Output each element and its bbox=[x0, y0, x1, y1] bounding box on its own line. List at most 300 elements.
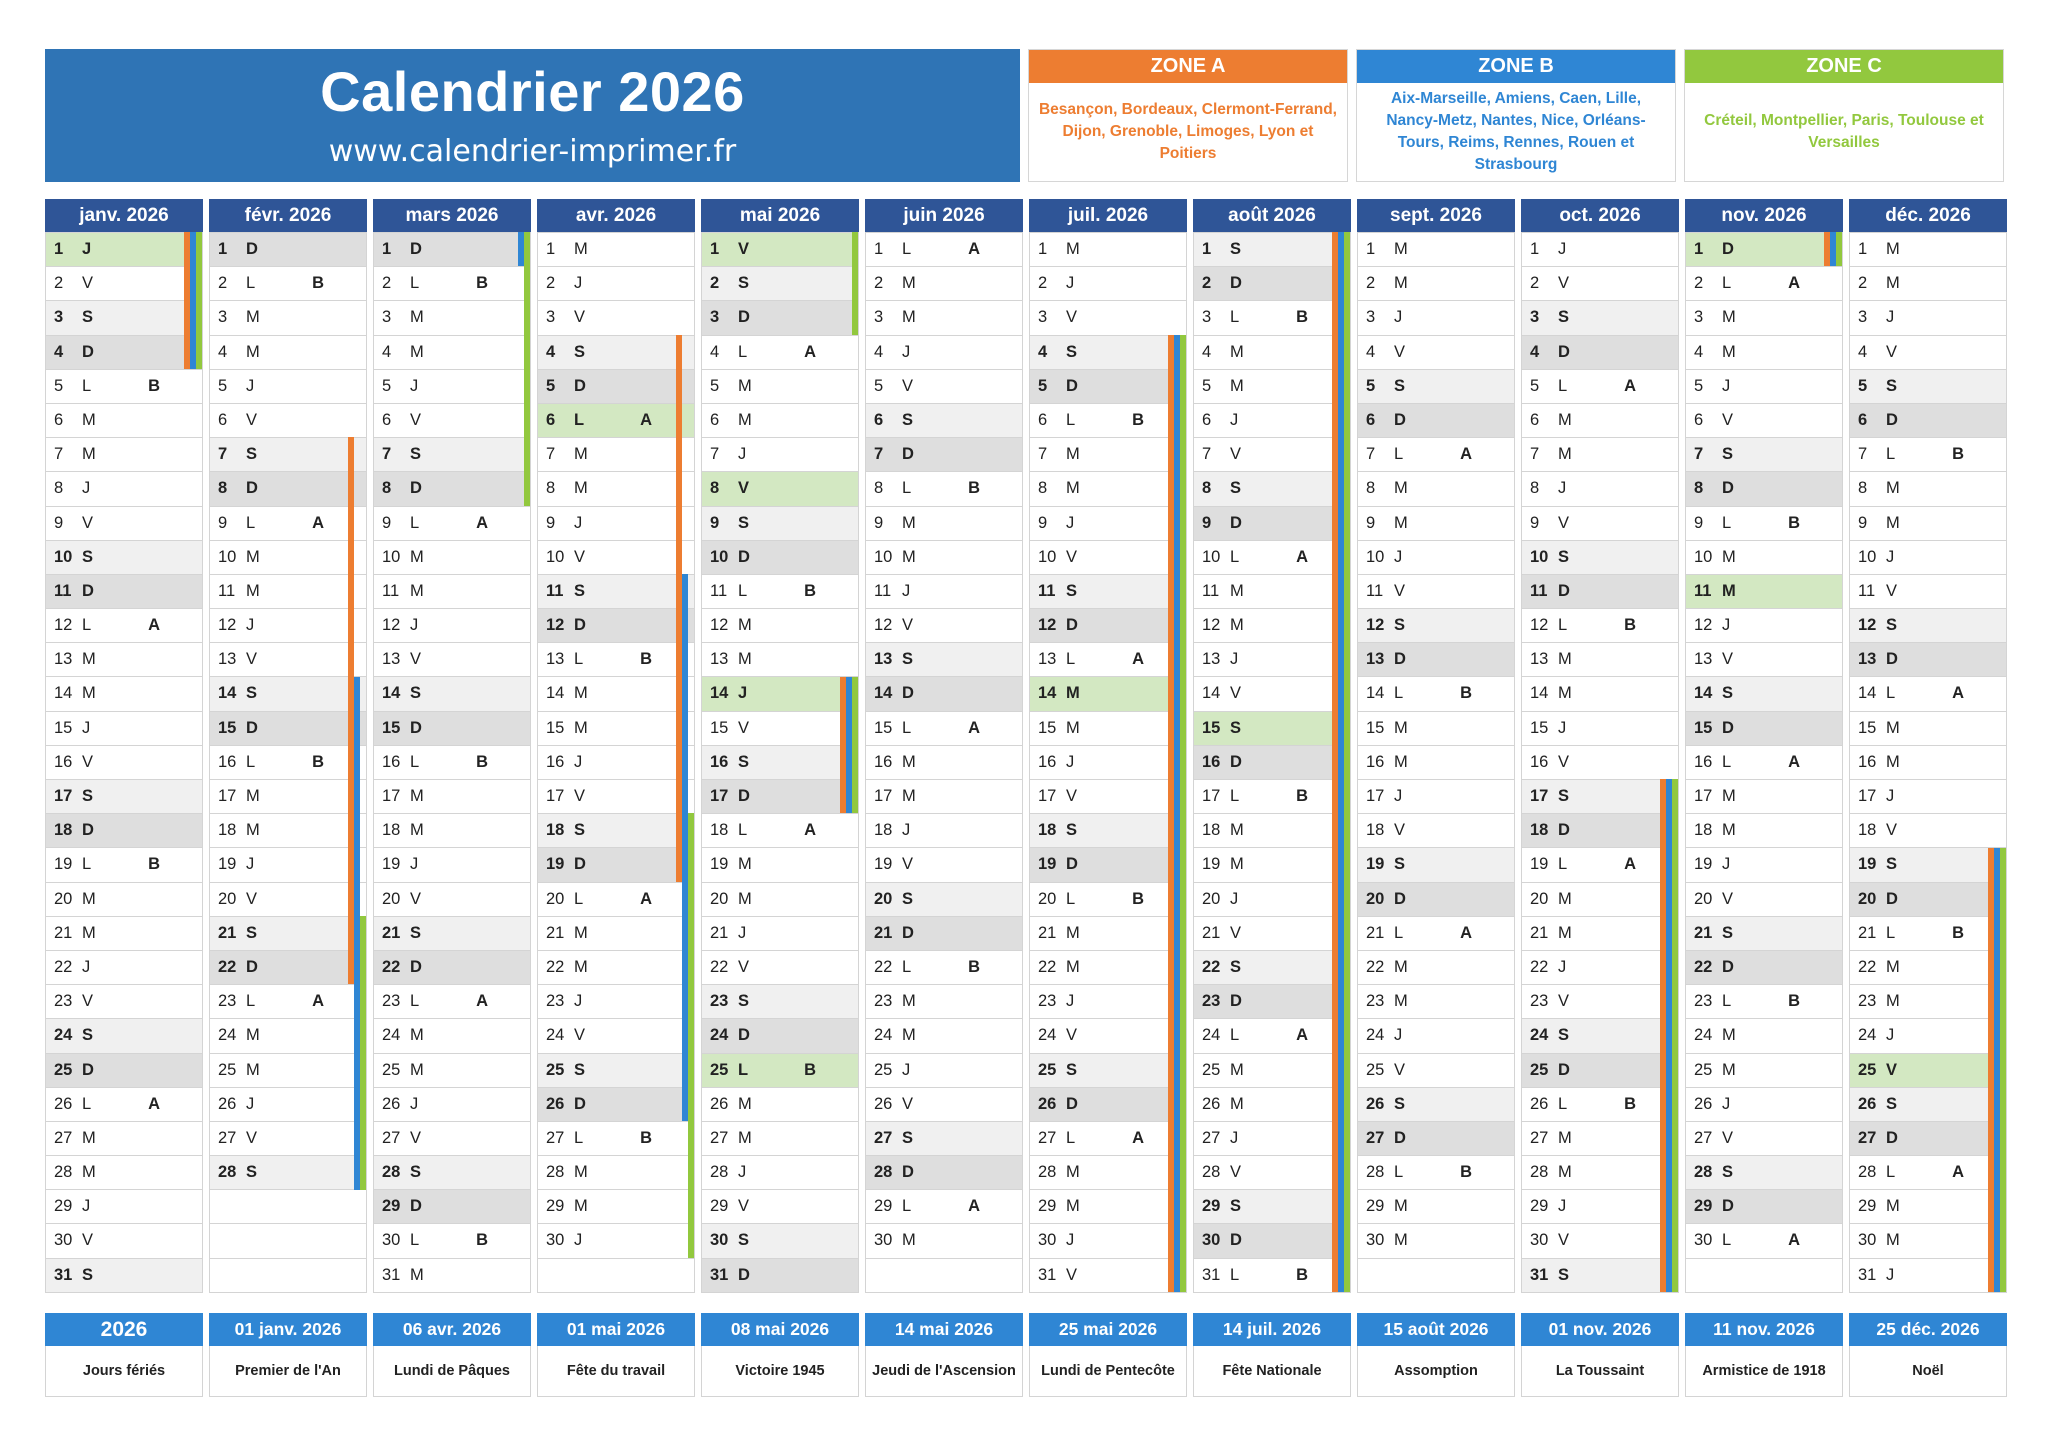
holiday-cell bbox=[1193, 1313, 1351, 1398]
day-cell bbox=[46, 403, 202, 437]
vacation-bar-zone-c bbox=[196, 232, 202, 369]
day-cell bbox=[1522, 1121, 1678, 1155]
day-cell bbox=[702, 403, 858, 437]
day-cell bbox=[1194, 711, 1350, 745]
day-number: 16 bbox=[874, 752, 893, 771]
weekday-letter: M bbox=[902, 1231, 916, 1250]
weekday-letter: M bbox=[1394, 240, 1408, 258]
month-column bbox=[701, 199, 859, 1293]
weekday-letter: V bbox=[1394, 1060, 1406, 1079]
month-column bbox=[865, 199, 1023, 1293]
week-zone-letter: B bbox=[148, 376, 160, 395]
day-number: 29 bbox=[1858, 1197, 1877, 1216]
day-number: 30 bbox=[710, 1231, 729, 1250]
day-cell bbox=[1850, 916, 2006, 950]
weekday-letter: D bbox=[246, 479, 258, 498]
day-cell bbox=[1850, 300, 2006, 334]
day-number: 5 bbox=[546, 376, 556, 395]
day-cell bbox=[538, 506, 694, 540]
day-cell bbox=[46, 1223, 202, 1257]
month-header: juin 2026 bbox=[865, 199, 1023, 232]
month-days bbox=[1193, 232, 1351, 1293]
day-number: 8 bbox=[1202, 479, 1212, 498]
day-number: 27 bbox=[1202, 1128, 1221, 1147]
weekday-letter: L bbox=[410, 274, 420, 293]
day-cell bbox=[1522, 779, 1678, 813]
day-cell bbox=[46, 437, 202, 471]
day-cell bbox=[1850, 847, 2006, 881]
weekday-letter: J bbox=[902, 342, 911, 361]
day-number: 19 bbox=[382, 855, 401, 874]
day-number: 15 bbox=[1858, 718, 1877, 737]
weekday-letter: D bbox=[902, 684, 914, 703]
day-number: 11 bbox=[1366, 581, 1384, 600]
day-cell bbox=[866, 1053, 1022, 1087]
day-cell bbox=[866, 266, 1022, 300]
week-zone-letter: B bbox=[1132, 410, 1144, 429]
day-cell bbox=[702, 1223, 858, 1257]
weekday-letter: V bbox=[410, 650, 422, 669]
zone-a-cities: Besançon, Bordeaux, Clermont-Ferrand, Dijon, Grenoble, Limoges, Lyon et Poitiers bbox=[1038, 101, 1337, 162]
day-number: 1 bbox=[710, 240, 720, 258]
holiday-name: Premier de l'An bbox=[209, 1346, 367, 1397]
weekday-letter: D bbox=[1722, 240, 1734, 258]
day-number: 20 bbox=[382, 889, 401, 908]
weekday-letter: V bbox=[738, 240, 750, 258]
weekday-letter: J bbox=[1230, 650, 1239, 669]
day-number: 22 bbox=[1694, 957, 1713, 976]
weekday-letter: S bbox=[1066, 1060, 1078, 1079]
day-cell bbox=[1358, 1155, 1514, 1189]
zone-c-cities: Créteil, Montpellier, Paris, Toulouse et Versailles bbox=[1704, 112, 1984, 151]
day-cell bbox=[1686, 642, 1842, 676]
holiday-date: 25 déc. 2026 bbox=[1849, 1313, 2007, 1346]
holiday-name: Victoire 1945 bbox=[701, 1346, 859, 1397]
day-cell bbox=[1850, 1087, 2006, 1121]
week-zone-letter: A bbox=[1788, 274, 1800, 293]
month-header: mars 2026 bbox=[373, 199, 531, 232]
day-cell bbox=[46, 369, 202, 403]
weekday-letter: S bbox=[410, 1163, 422, 1182]
day-number: 29 bbox=[1694, 1197, 1713, 1216]
day-number: 20 bbox=[546, 889, 565, 908]
day-cell bbox=[1522, 608, 1678, 642]
month-days bbox=[1849, 232, 2007, 1293]
weekday-letter: V bbox=[1394, 342, 1406, 361]
weekday-letter: M bbox=[82, 684, 96, 703]
weekday-letter: V bbox=[82, 992, 94, 1011]
day-number: 13 bbox=[710, 650, 729, 669]
day-cell bbox=[866, 369, 1022, 403]
day-cell bbox=[866, 335, 1022, 369]
day-cell bbox=[210, 950, 366, 984]
weekday-letter: L bbox=[902, 240, 912, 258]
weekday-letter: L bbox=[1066, 1128, 1076, 1147]
holiday-date: 11 nov. 2026 bbox=[1685, 1313, 1843, 1346]
day-cell bbox=[1522, 232, 1678, 266]
day-number: 20 bbox=[1530, 889, 1549, 908]
day-cell bbox=[1194, 437, 1350, 471]
day-number: 10 bbox=[874, 547, 893, 566]
day-cell bbox=[1522, 711, 1678, 745]
day-cell bbox=[702, 232, 858, 266]
day-number: 26 bbox=[218, 1094, 237, 1113]
weekday-letter: J bbox=[1066, 513, 1075, 532]
zone-a-box bbox=[1028, 49, 1348, 182]
month-days bbox=[1521, 232, 1679, 1293]
weekday-letter: S bbox=[246, 1163, 258, 1182]
weekday-letter: M bbox=[246, 787, 260, 805]
day-cell bbox=[538, 711, 694, 745]
day-number: 21 bbox=[1530, 923, 1549, 942]
week-zone-letter: A bbox=[1624, 376, 1636, 395]
weekday-letter: L bbox=[246, 752, 256, 771]
weekday-letter: S bbox=[1558, 1265, 1570, 1284]
day-cell bbox=[374, 574, 530, 608]
day-cell bbox=[1030, 676, 1186, 710]
day-number: 20 bbox=[1038, 889, 1057, 908]
weekday-letter: S bbox=[82, 308, 94, 327]
day-number: 23 bbox=[1858, 992, 1877, 1011]
weekday-letter: L bbox=[738, 581, 748, 600]
day-number: 11 bbox=[1038, 581, 1056, 600]
day-number: 4 bbox=[1038, 342, 1048, 361]
day-cell bbox=[46, 813, 202, 847]
day-number: 7 bbox=[874, 445, 884, 464]
day-cell bbox=[1850, 574, 2006, 608]
day-cell bbox=[1686, 335, 1842, 369]
day-number: 19 bbox=[1038, 855, 1057, 874]
day-cell bbox=[866, 847, 1022, 881]
day-number: 1 bbox=[218, 240, 228, 258]
day-number: 14 bbox=[1858, 684, 1877, 703]
day-cell bbox=[1686, 676, 1842, 710]
weekday-letter: L bbox=[82, 855, 92, 874]
week-zone-letter: A bbox=[968, 240, 980, 258]
month-column bbox=[1849, 199, 2007, 1293]
weekday-letter: M bbox=[902, 513, 916, 532]
day-number: 19 bbox=[54, 855, 73, 874]
week-zone-letter: B bbox=[1624, 616, 1636, 635]
weekday-letter: D bbox=[410, 718, 422, 737]
weekday-letter: V bbox=[1394, 581, 1406, 600]
weekday-letter: V bbox=[1066, 547, 1078, 566]
weekday-letter: D bbox=[1722, 957, 1734, 976]
weekday-letter: S bbox=[738, 274, 750, 293]
week-zone-letter: B bbox=[1460, 1163, 1472, 1182]
weekday-letter: M bbox=[1230, 616, 1244, 635]
weekday-letter: S bbox=[1394, 1094, 1406, 1113]
day-number: 10 bbox=[546, 547, 565, 566]
day-number: 5 bbox=[382, 376, 392, 395]
weekday-letter: J bbox=[1722, 616, 1731, 635]
day-number: 14 bbox=[1366, 684, 1385, 703]
day-cell bbox=[866, 471, 1022, 505]
day-number: 14 bbox=[1530, 684, 1549, 703]
day-cell bbox=[702, 335, 858, 369]
day-number: 13 bbox=[1858, 650, 1877, 669]
weekday-letter: V bbox=[82, 513, 94, 532]
month-days bbox=[537, 232, 695, 1293]
vacation-bar-zone-c bbox=[1180, 335, 1186, 1293]
day-cell bbox=[866, 642, 1022, 676]
day-number: 9 bbox=[710, 513, 720, 532]
holiday-date: 15 août 2026 bbox=[1357, 1313, 1515, 1346]
day-number: 30 bbox=[1694, 1231, 1713, 1250]
weekday-letter: V bbox=[1886, 342, 1898, 361]
weekday-letter: S bbox=[1230, 1197, 1242, 1216]
day-cell bbox=[1030, 882, 1186, 916]
weekday-letter: J bbox=[1394, 308, 1403, 327]
day-cell bbox=[46, 1258, 202, 1292]
day-number: 16 bbox=[1202, 752, 1221, 771]
weekday-letter: M bbox=[1886, 274, 1900, 293]
weekday-letter: J bbox=[1886, 547, 1895, 566]
day-number: 29 bbox=[546, 1197, 565, 1216]
weekday-letter: V bbox=[1230, 684, 1242, 703]
week-zone-letter: A bbox=[1952, 684, 1964, 703]
day-number: 22 bbox=[1202, 957, 1221, 976]
day-cell bbox=[538, 540, 694, 574]
weekday-letter: L bbox=[1230, 1026, 1240, 1045]
weekday-letter: M bbox=[1066, 718, 1080, 737]
weekday-letter: M bbox=[1886, 752, 1900, 771]
weekday-letter: M bbox=[1066, 684, 1080, 703]
day-cell bbox=[1686, 437, 1842, 471]
weekday-letter: V bbox=[1722, 650, 1734, 669]
weekday-letter: M bbox=[1722, 1060, 1736, 1079]
weekday-letter: S bbox=[1558, 1026, 1570, 1045]
day-number: 14 bbox=[1694, 684, 1713, 703]
day-cell bbox=[1522, 437, 1678, 471]
day-number: 8 bbox=[710, 479, 720, 498]
weekday-letter: D bbox=[82, 342, 94, 361]
day-cell bbox=[374, 232, 530, 266]
day-cell bbox=[374, 1018, 530, 1052]
holiday-name: Fête Nationale bbox=[1193, 1346, 1351, 1397]
day-number: 18 bbox=[1366, 821, 1385, 840]
day-number: 25 bbox=[1530, 1060, 1549, 1079]
day-number: 28 bbox=[1858, 1163, 1877, 1182]
day-cell bbox=[1030, 1053, 1186, 1087]
weekday-letter: J bbox=[738, 684, 748, 703]
day-cell bbox=[1686, 711, 1842, 745]
weekday-letter: V bbox=[410, 1128, 422, 1147]
weekday-letter: V bbox=[1558, 752, 1570, 771]
day-cell bbox=[702, 1018, 858, 1052]
day-number: 30 bbox=[54, 1231, 73, 1250]
weekday-letter: M bbox=[410, 1265, 424, 1284]
weekday-letter: J bbox=[902, 821, 911, 840]
day-number: 13 bbox=[218, 650, 237, 669]
weekday-letter: V bbox=[574, 787, 586, 805]
day-cell bbox=[1358, 1087, 1514, 1121]
calendar-header bbox=[45, 49, 1020, 182]
day-number: 4 bbox=[546, 342, 556, 361]
day-number: 10 bbox=[1038, 547, 1057, 566]
weekday-letter: L bbox=[1886, 923, 1896, 942]
day-cell bbox=[1030, 1223, 1186, 1257]
day-number: 23 bbox=[1530, 992, 1549, 1011]
month-header: févr. 2026 bbox=[209, 199, 367, 232]
weekday-letter: J bbox=[1886, 308, 1895, 327]
week-zone-letter: B bbox=[804, 581, 816, 600]
weekday-letter: V bbox=[1886, 581, 1898, 600]
day-cell bbox=[1358, 506, 1514, 540]
day-cell bbox=[1358, 813, 1514, 847]
day-cell bbox=[210, 1121, 366, 1155]
day-cell bbox=[1194, 1189, 1350, 1223]
weekday-letter: J bbox=[1394, 547, 1403, 566]
day-cell bbox=[210, 471, 366, 505]
weekday-letter: S bbox=[1722, 684, 1734, 703]
day-cell bbox=[1194, 540, 1350, 574]
weekday-letter: J bbox=[1886, 787, 1895, 805]
day-number: 3 bbox=[218, 308, 228, 327]
weekday-letter: V bbox=[246, 1128, 258, 1147]
day-cell bbox=[1850, 506, 2006, 540]
day-number: 20 bbox=[874, 889, 893, 908]
day-number: 17 bbox=[1366, 787, 1385, 805]
day-cell bbox=[866, 745, 1022, 779]
day-cell bbox=[1686, 882, 1842, 916]
day-cell bbox=[702, 779, 858, 813]
month-days bbox=[1685, 232, 1843, 1293]
day-cell bbox=[374, 471, 530, 505]
weekday-letter: M bbox=[410, 342, 424, 361]
day-number: 7 bbox=[546, 445, 556, 464]
holiday-name: Assomption bbox=[1357, 1346, 1515, 1397]
day-cell bbox=[538, 1121, 694, 1155]
week-zone-letter: A bbox=[968, 1197, 980, 1216]
weekday-letter: M bbox=[1886, 718, 1900, 737]
day-cell bbox=[1850, 676, 2006, 710]
holiday-cell bbox=[1357, 1313, 1515, 1398]
day-cell bbox=[1522, 369, 1678, 403]
day-number: 28 bbox=[1366, 1163, 1385, 1182]
day-number: 4 bbox=[1202, 342, 1212, 361]
weekday-letter: D bbox=[246, 240, 258, 258]
weekday-letter: M bbox=[1230, 581, 1244, 600]
zone-b-cities: Aix-Marseille, Amiens, Caen, Lille, Nancy-Metz, Nantes, Nice, Orléans-Tours, Reims, Rennes, Rouen et Strasbourg bbox=[1386, 90, 1646, 173]
weekday-letter: S bbox=[738, 992, 750, 1011]
day-number: 16 bbox=[54, 752, 73, 771]
website-url[interactable]: www.calendrier-imprimer.fr bbox=[328, 134, 737, 169]
day-cell bbox=[866, 1189, 1022, 1223]
weekday-letter: M bbox=[410, 308, 424, 327]
day-cell bbox=[374, 745, 530, 779]
day-number: 24 bbox=[546, 1026, 565, 1045]
weekday-letter: M bbox=[1394, 479, 1408, 498]
day-cell bbox=[46, 984, 202, 1018]
day-number: 16 bbox=[1694, 752, 1713, 771]
day-number: 27 bbox=[710, 1128, 729, 1147]
day-cell bbox=[46, 916, 202, 950]
day-number: 2 bbox=[710, 274, 720, 293]
weekday-letter: L bbox=[410, 1231, 420, 1250]
day-cell bbox=[210, 335, 366, 369]
day-cell bbox=[1194, 1155, 1350, 1189]
weekday-letter: S bbox=[574, 342, 586, 361]
weekday-letter: L bbox=[902, 1197, 912, 1216]
day-number: 2 bbox=[874, 274, 884, 293]
weekday-letter: L bbox=[902, 718, 912, 737]
day-number: 22 bbox=[710, 957, 729, 976]
vacation-bar-zone-c bbox=[852, 677, 858, 814]
day-number: 8 bbox=[1366, 479, 1376, 498]
day-number: 2 bbox=[1530, 274, 1540, 293]
day-number: 18 bbox=[218, 821, 237, 840]
day-cell bbox=[1358, 266, 1514, 300]
holiday-date: 01 mai 2026 bbox=[537, 1313, 695, 1346]
day-cell bbox=[1686, 540, 1842, 574]
day-cell bbox=[210, 574, 366, 608]
day-cell bbox=[1686, 232, 1842, 266]
weekday-letter: D bbox=[410, 479, 422, 498]
day-cell bbox=[1522, 916, 1678, 950]
day-cell bbox=[1850, 1223, 2006, 1257]
day-cell bbox=[702, 916, 858, 950]
weekday-letter: M bbox=[1722, 308, 1736, 327]
day-cell bbox=[702, 950, 858, 984]
day-cell bbox=[1030, 232, 1186, 266]
day-cell bbox=[702, 882, 858, 916]
weekday-letter: D bbox=[1066, 616, 1078, 635]
weekday-letter: M bbox=[246, 342, 260, 361]
day-cell bbox=[538, 984, 694, 1018]
weekday-letter: L bbox=[1722, 513, 1732, 532]
day-number: 8 bbox=[382, 479, 392, 498]
day-cell bbox=[46, 745, 202, 779]
day-cell bbox=[210, 403, 366, 437]
month-header: déc. 2026 bbox=[1849, 199, 2007, 232]
day-number: 24 bbox=[874, 1026, 893, 1045]
day-cell bbox=[210, 266, 366, 300]
day-cell bbox=[1522, 813, 1678, 847]
day-cell bbox=[1522, 403, 1678, 437]
weekday-letter: M bbox=[574, 718, 588, 737]
day-cell bbox=[538, 608, 694, 642]
day-cell bbox=[1194, 813, 1350, 847]
day-cell bbox=[1686, 779, 1842, 813]
weekday-letter: M bbox=[1558, 889, 1572, 908]
day-number: 3 bbox=[1530, 308, 1540, 327]
day-cell bbox=[374, 916, 530, 950]
day-number: 20 bbox=[1366, 889, 1385, 908]
holiday-name: La Toussaint bbox=[1521, 1346, 1679, 1397]
weekday-letter: L bbox=[1394, 445, 1404, 464]
weekday-letter: S bbox=[1394, 376, 1406, 395]
weekday-letter: M bbox=[1722, 547, 1736, 566]
zone-b-header: ZONE B bbox=[1357, 50, 1675, 83]
weekday-letter: V bbox=[246, 889, 258, 908]
day-number: 25 bbox=[1202, 1060, 1221, 1079]
holiday-date: 25 mai 2026 bbox=[1029, 1313, 1187, 1346]
day-cell bbox=[210, 882, 366, 916]
weekday-letter: D bbox=[574, 1094, 586, 1113]
weekday-letter: D bbox=[1394, 650, 1406, 669]
day-cell bbox=[1686, 1121, 1842, 1155]
day-number: 1 bbox=[1694, 240, 1704, 258]
weekday-letter: D bbox=[1558, 581, 1570, 600]
zone-c-header: ZONE C bbox=[1685, 50, 2003, 83]
weekday-letter: J bbox=[1066, 1231, 1075, 1250]
day-cell bbox=[374, 1189, 530, 1223]
holiday-cell bbox=[865, 1313, 1023, 1398]
day-number: 15 bbox=[54, 718, 73, 737]
vacation-bar-zone-c bbox=[2000, 848, 2006, 1293]
day-cell bbox=[1194, 1018, 1350, 1052]
